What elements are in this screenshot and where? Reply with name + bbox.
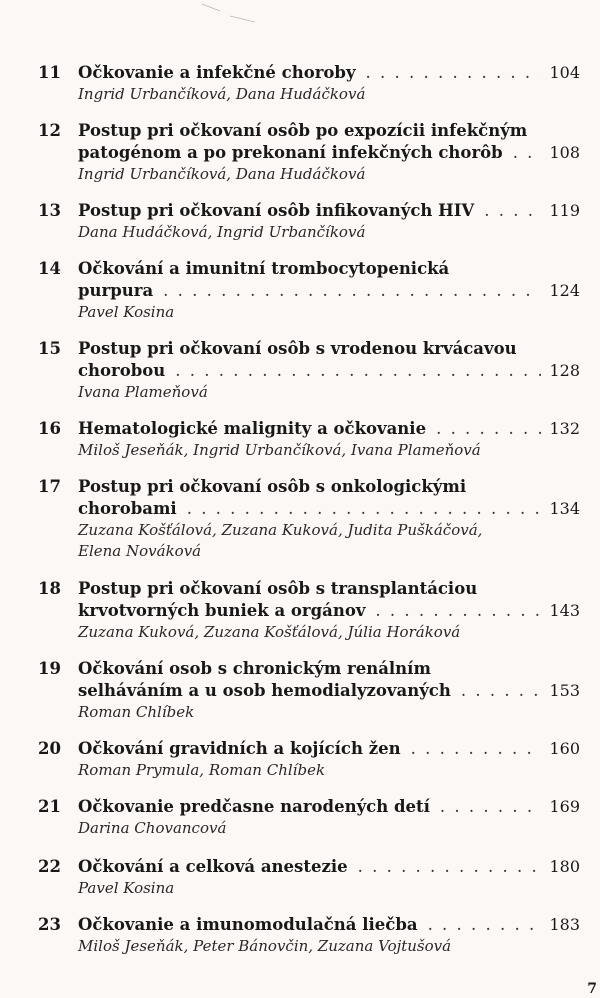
dot-leader	[358, 856, 542, 878]
chapter-title-line	[78, 680, 580, 702]
dot-leader	[366, 62, 542, 84]
chapter-number: 19	[38, 659, 61, 678]
toc-entry	[38, 796, 580, 839]
page-number: 134	[549, 499, 580, 518]
chapter-authors: Miloš Jeseňák, Peter Bánovčin, Zuzana Vojtušová	[78, 937, 452, 955]
chapter-title: patogénom a po prekonaní infekčných chorôb	[78, 143, 503, 162]
page-number: 169	[549, 797, 580, 816]
toc-entry	[38, 738, 580, 781]
dot-leader	[375, 600, 541, 622]
dot-leader	[436, 418, 541, 440]
chapter-number: 18	[38, 579, 61, 598]
chapter-number: 13	[38, 201, 61, 220]
chapter-title-line	[78, 280, 580, 302]
chapter-number: 14	[38, 259, 61, 278]
page-number: 183	[549, 915, 580, 934]
chapter-number: 16	[38, 419, 61, 438]
chapter-number: 21	[38, 797, 61, 816]
chapter-title-line	[78, 62, 580, 84]
chapter-authors: Ivana Plameňová	[78, 383, 208, 401]
chapter-title-line	[78, 476, 580, 498]
page-number: 180	[549, 857, 580, 876]
chapter-title: chorobami	[78, 499, 177, 518]
chapter-title-line	[78, 120, 580, 142]
chapter-title: Očkovanie a imunomodulačná liečba	[78, 915, 418, 934]
dot-leader	[461, 680, 542, 702]
toc-entry	[38, 856, 580, 899]
chapter-authors: Darina Chovancová	[78, 819, 227, 837]
chapter-number: 17	[38, 477, 61, 496]
chapter-authors: Dana Hudáčková, Ingrid Urbančíková	[78, 223, 366, 241]
dot-leader	[440, 796, 542, 818]
chapter-title: Hematologické malignity a očkovanie	[78, 419, 427, 438]
chapter-authors: Zuzana Kuková, Zuzana Košťálová, Júlia Horáková	[78, 623, 461, 641]
chapter-title-line	[78, 856, 580, 878]
chapter-title: Postup pri očkovaní osôb s vrodenou krvácavou	[78, 339, 517, 358]
chapter-title-line	[78, 738, 580, 760]
chapter-title: Očkování a imunitní trombocytopenická	[78, 259, 450, 278]
chapter-number: 12	[38, 121, 61, 140]
chapter-title-line	[78, 360, 580, 382]
page-number: 119	[549, 201, 580, 220]
dot-leader	[163, 280, 541, 302]
chapter-title: selháváním a u osob hemodialyzovaných	[78, 681, 451, 700]
chapter-authors: Ingrid Urbančíková, Dana Hudáčková	[78, 165, 366, 183]
page-number: 132	[549, 419, 580, 438]
chapter-authors: Zuzana Košťálová, Zuzana Kuková, Judita Puškáčová,	[78, 521, 483, 539]
chapter-title: Očkování gravidních a kojících žen	[78, 739, 401, 758]
paper-scratch-mark	[200, 2, 260, 26]
dot-leader	[411, 738, 542, 760]
chapter-title-line	[78, 418, 580, 440]
chapter-title-line	[78, 258, 580, 280]
page-number: 143	[549, 601, 580, 620]
chapter-title-line	[78, 498, 580, 520]
toc-entry	[38, 658, 580, 723]
chapter-authors: Roman Prymula, Roman Chlíbek	[78, 761, 326, 779]
chapter-title: Očkovanie predčasne narodených detí	[78, 797, 430, 816]
chapter-title: Očkování osob s chronickým renálním	[78, 659, 431, 678]
page-number: 153	[549, 681, 580, 700]
chapter-title: krvotvorných buniek a orgánov	[78, 601, 366, 620]
toc-entry	[38, 62, 580, 105]
page-number: 108	[549, 143, 580, 162]
chapter-title-line	[78, 142, 580, 164]
chapter-title: Očkovanie a infekčné choroby	[78, 63, 356, 82]
chapter-number: 11	[38, 63, 61, 82]
toc-entry	[38, 120, 580, 185]
dot-leader	[513, 142, 542, 164]
chapter-title-line	[78, 600, 580, 622]
chapter-title-line	[78, 338, 580, 360]
toc-entry	[38, 914, 580, 957]
chapter-title: Postup pri očkovaní osôb s onkologickými	[78, 477, 467, 496]
chapter-number: 22	[38, 857, 61, 876]
dot-leader	[428, 914, 542, 936]
chapter-authors: Pavel Kosina	[78, 879, 175, 897]
toc-entry	[38, 200, 580, 243]
page-number-corner: 7	[587, 981, 597, 997]
chapter-authors: Ingrid Urbančíková, Dana Hudáčková	[78, 85, 366, 103]
chapter-title: Postup pri očkovaní osôb po expozícii infekčným	[78, 121, 528, 140]
chapter-title-line	[78, 914, 580, 936]
toc-entry	[38, 578, 580, 643]
chapter-title-line	[78, 578, 580, 600]
page-number: 124	[549, 281, 580, 300]
toc-entry	[38, 338, 580, 403]
chapter-authors: Miloš Jeseňák, Ingrid Urbančíková, Ivana Plameňová	[78, 441, 481, 459]
chapter-title-line	[78, 796, 580, 818]
chapter-title-line	[78, 658, 580, 680]
chapter-title-line	[78, 200, 580, 222]
dot-leader	[484, 200, 541, 222]
page-number: 128	[549, 361, 580, 380]
chapter-title: purpura	[78, 281, 154, 300]
toc-entry	[38, 258, 580, 323]
dot-leader	[187, 498, 542, 520]
chapter-title: chorobou	[78, 361, 166, 380]
page-number: 104	[549, 63, 580, 82]
chapter-title: Postup pri očkovaní osôb s transplantáciou	[78, 579, 478, 598]
chapter-title: Postup pri očkovaní osôb infikovaných HIV	[78, 201, 475, 220]
toc-entry	[38, 418, 580, 461]
chapter-number: 20	[38, 739, 61, 758]
dot-leader	[175, 360, 541, 382]
toc-entry	[38, 476, 580, 562]
page-number: 160	[549, 739, 580, 758]
chapter-number: 23	[38, 915, 61, 934]
chapter-title: Očkování a celková anestezie	[78, 857, 348, 876]
chapter-authors: Elena Nováková	[78, 542, 202, 560]
chapter-authors: Roman Chlíbek	[78, 703, 195, 721]
chapter-number: 15	[38, 339, 61, 358]
chapter-authors: Pavel Kosina	[78, 303, 175, 321]
